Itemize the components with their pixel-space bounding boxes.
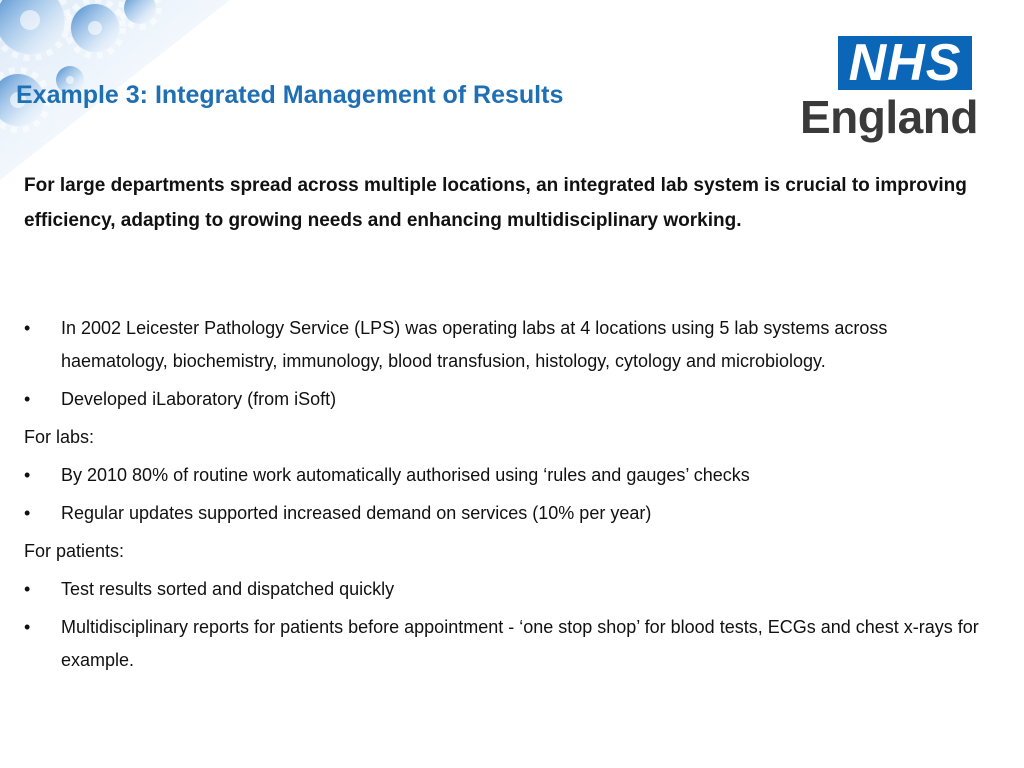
bullet-text: Multidisciplinary reports for patients before appointment - ‘one stop shop’ for blood tests, ECGs and chest x-rays for example. (61, 617, 979, 670)
bullet-icon: • (24, 503, 31, 523)
intro-paragraph: For large departments spread across multiple locations, an integrated lab system is crucial to improving efficiency, adapting to growing needs and enhancing multidisciplinary working. (24, 175, 967, 231)
section-heading: For labs: (24, 427, 95, 447)
nhs-logo-box (838, 36, 972, 90)
bullet-icon: • (24, 389, 31, 409)
section-heading: For patients: (24, 541, 125, 561)
bullet-icon: • (24, 617, 31, 637)
bullet-item (24, 459, 994, 492)
bullet-item (24, 573, 994, 606)
bullet-item (24, 497, 994, 530)
bullet-icon: • (24, 318, 31, 338)
bullet-text: Developed iLaboratory (from iSoft) (61, 389, 337, 409)
page-title: Example 3: Integrated Management of Results (16, 81, 564, 109)
bullet-item (24, 312, 994, 378)
nhs-logo-text: NHS (848, 34, 962, 92)
content-list (24, 312, 994, 682)
bullet-text: Test results sorted and dispatched quickly (61, 579, 395, 599)
bullet-text: By 2010 80% of routine work automatically authorised using ‘rules and gauges’ checks (61, 465, 750, 485)
bullet-icon: • (24, 465, 31, 485)
bullet-item (24, 611, 994, 677)
bullet-text: In 2002 Leicester Pathology Service (LPS) was operating labs at 4 locations using 5 lab systems across haematology, biochemistry, immunology, blood transfusion, histology, cytology and microbiology. (61, 318, 888, 371)
bullet-text: Regular updates supported increased demand on services (10% per year) (61, 503, 652, 523)
england-logo-text: England (800, 91, 978, 143)
nhs-england-logo (800, 36, 976, 148)
bullet-item (24, 383, 994, 416)
bullet-icon: • (24, 579, 31, 599)
